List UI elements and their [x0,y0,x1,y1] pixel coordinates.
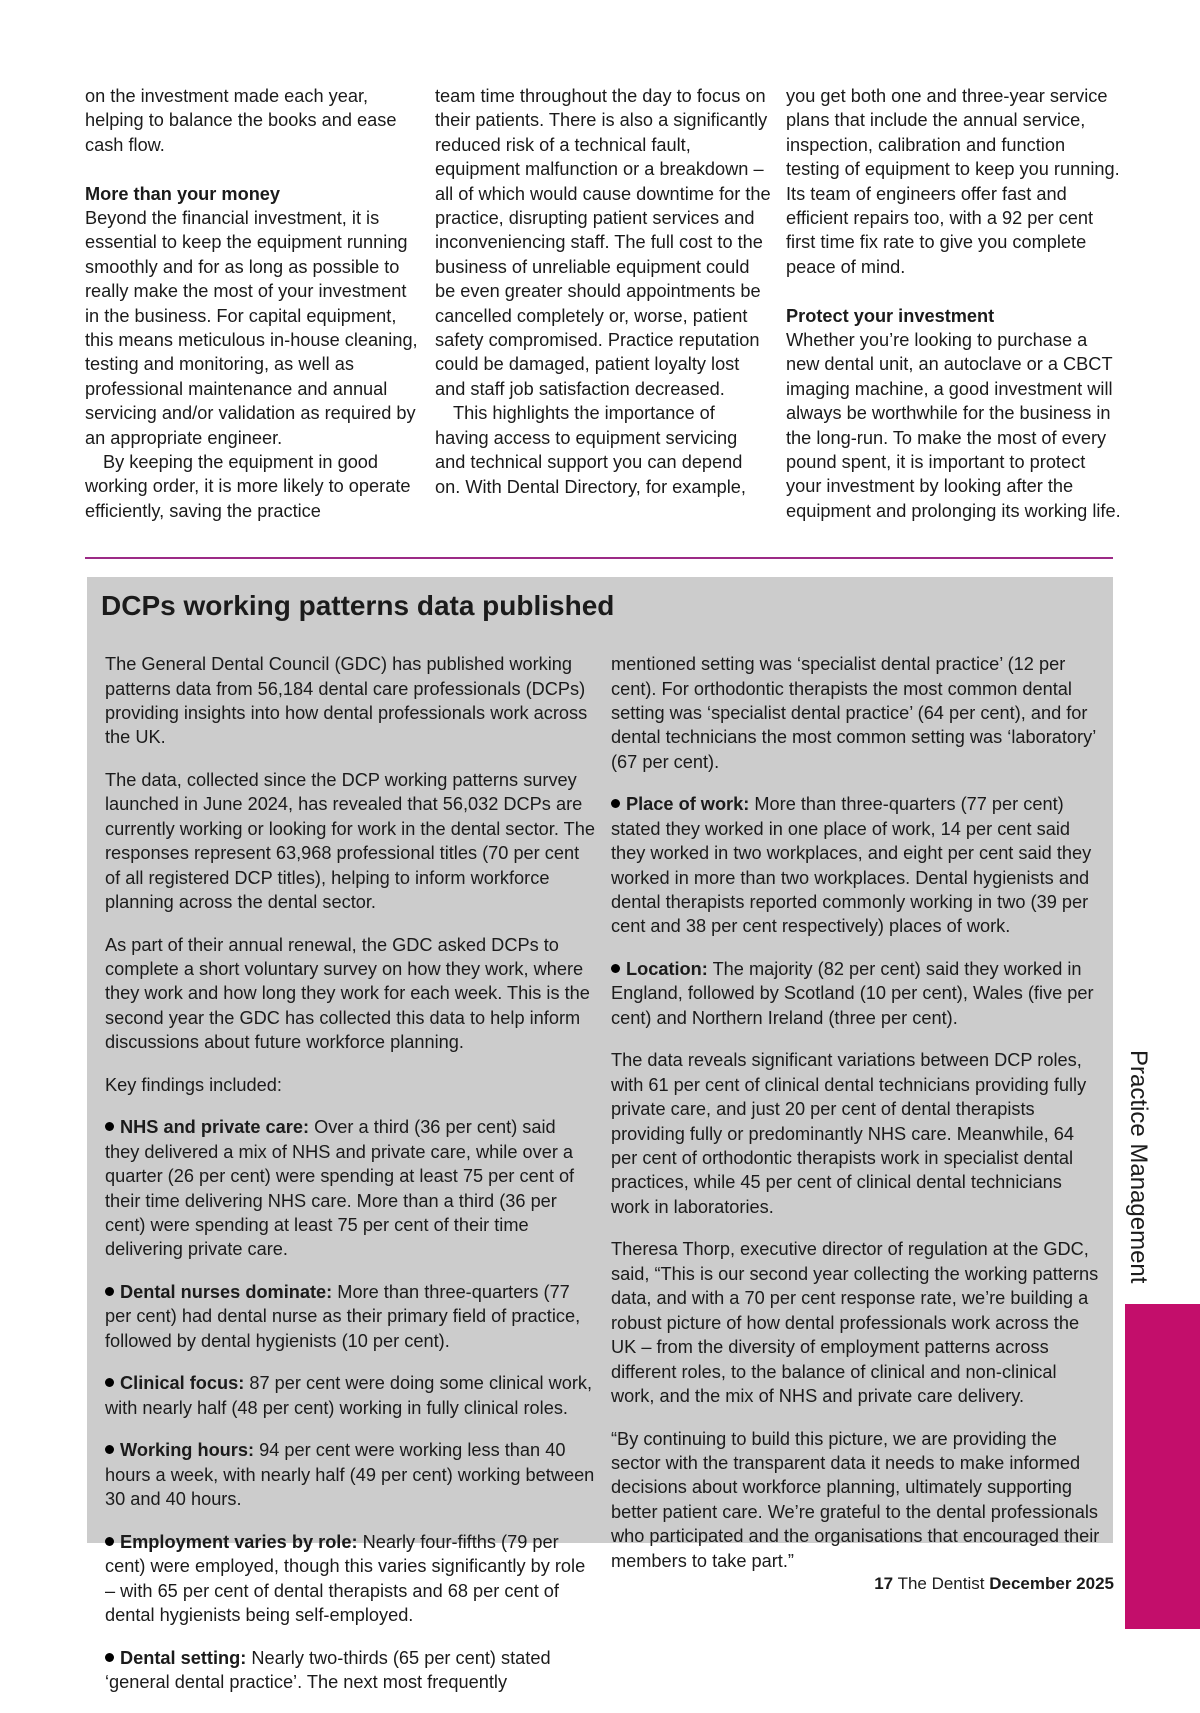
section-label: Practice Management [1125,1050,1152,1284]
bullet-label: Dental nurses dominate: [120,1282,333,1303]
article-paragraph: This highlights the importance of having access to equipment servicing and technical support you can depend on. With Dental Directory, for example, [435,403,746,497]
bullet-item [105,1371,595,1420]
bullet-icon [105,1378,114,1387]
box-paragraph: Theresa Thorp, executive director of regulation at the GDC, said, “This is our second year collecting the working patterns data, and with a 70 per cent response rate, we’re building a robust picture of how dental professionals work across the UK – from the diversity of employment patterns across different roles, to the balance of clinical and non-clinical work, and the mix of NHS and private care delivery. [611,1239,1099,1406]
bullet-item [611,792,1101,938]
bullet-icon [105,1653,114,1662]
bullet-label: Employment varies by role: [120,1531,358,1552]
box-paragraph: As part of their annual renewal, the GDC asked DCPs to complete a short voluntary survey on how they work, where they work and how long they work for each week. This is the second year the GDC has collected this data to help inform discussions about future workforce planning. [105,934,590,1053]
box-paragraph: The data reveals significant variations between DCP roles, with 61 per cent of clinical dental technicians providing fully private care, and just 20 per cent of dental therapists providing fully or predominantly NHS care. Meanwhile, 64 per cent of orthodontic therapists work in specialist dental practices, while 45 per cent of clinical dental technicians work in laboratories. [611,1050,1087,1217]
bullet-item [611,957,1101,1030]
bullet-label: Place of work: [626,794,750,815]
bullet-label: Working hours: [120,1440,255,1461]
box-paragraph: “By continuing to build this picture, we are providing the sector with the transparent data it needs to make informed decisions about workforce planning, ultimately supporting better patient care. We’re grateful to the dental professionals who participated and the organisations that encouraged their members to take part.” [611,1428,1100,1571]
bullet-text: Nearly four-fifths (79 per cent) were employed, though this varies significantly by role – with 65 per cent of dental therapists and 68 per cent of dental hygienists being self-employed. [105,1531,586,1626]
box-paragraph: mentioned setting was ‘specialist dental practice’ (12 per cent). For orthodontic therapists the most common dental setting was ‘specialist dental practice’ (64 per cent), and for dental technicians the most common setting was ‘laboratory’ (67 per cent). [611,654,1096,772]
bullet-label: NHS and private care: [120,1117,310,1138]
bullet-text: 94 per cent were working less than 40 hours a week, with nearly half (49 per cent) working between 30 and 40 hours. [105,1440,595,1510]
article-paragraph: By keeping the equipment in good working order, it is more likely to operate efficiently, saving the practice [85,452,411,521]
divider-rule [85,557,1113,559]
section-heading: More than your money [85,183,281,204]
page-number: 17 [874,1574,894,1593]
bullet-icon [105,1445,114,1454]
news-box-title: DCPs working patterns data published [101,590,615,621]
article-paragraph: Beyond the financial investment, it is essential to keep the equipment running smoothly and for as long as possible to really make the most of your investment in the business. For capital equipment, this means meticulous in-house cleaning, testing and monitoring, as well as professional maintenance and annual servicing and/or validation as required by an appropriate engineer. [85,208,418,448]
bullet-item [105,1115,595,1261]
bullet-icon [105,1287,114,1296]
section-heading: Protect your investment [786,305,995,326]
issue-date: December 2025 [989,1574,1114,1593]
bullet-icon [611,799,620,808]
news-box-column-1 [105,634,595,1713]
section-tab [1125,1304,1200,1629]
article-paragraph: on the investment made each year, helping to balance the books and ease cash flow. [85,86,397,155]
bullet-label: Location: [626,959,708,980]
box-paragraph: Key findings included: [105,1074,282,1095]
bullet-item [105,1530,595,1628]
box-paragraph: The data, collected since the DCP working patterns survey launched in June 2024, has revealed that 56,032 DCPs are currently working or looking for work in the dental sector. The responses represent 63,968 professional titles (70 per cent of all registered DCP titles), helping to inform workforce planning across the dental sector. [105,770,595,913]
bullet-item [105,1438,595,1511]
bullet-text: More than three-quarters (77 per cent) had dental nurse as their primary field of practice, followed by dental hygienists (10 per cent). [105,1282,581,1351]
bullet-icon [105,1537,114,1546]
article-column-2 [435,84,771,499]
page-footer [874,1573,1114,1595]
news-box-column-2 [611,634,1101,1591]
bullet-label: Dental setting: [120,1647,247,1668]
bullet-text: The majority (82 per cent) said they worked in England, followed by Scotland (10 per cent), Wales (five per cent) and Northern Ireland (three per cent). [611,959,1094,1028]
bullet-icon [105,1122,114,1131]
box-paragraph: The General Dental Council (GDC) has published working patterns data from 56,184 dental care professionals (DCPs) providing insights into how dental professionals work across the UK. [105,654,588,748]
bullet-text: Over a third (36 per cent) said they delivered a mix of NHS and private care, while over a quarter (26 per cent) were spending at least 75 per cent of their time delivering NHS care. More than a third (36 per cent) were spending at least 75 per cent of their time delivering private care. [105,1117,575,1260]
article-paragraph: Whether you’re looking to purchase a new dental unit, an autoclave or a CBCT imaging machine, a good investment will always be worthwhile for the business in the long-run. To make the most of every pound spent, it is important to protect your investment by looking after the equipment and prolonging its working life. [786,330,1121,521]
bullet-text: 87 per cent were doing some clinical work, with nearly half (48 per cent) working in fully clinical roles. [105,1373,593,1418]
article-paragraph: team time throughout the day to focus on their patients. There is also a significantly reduced risk of a technical fault, equipment malfunction or a breakdown – all of which would cause downtime for the practice, disrupting patient services and inconveniencing staff. The full cost to the business of unreliable equipment could be even greater should appointments be cancelled completely or, worse, patient safety compromised. Practice reputation could be damaged, patient loyalty lost and staff job satisfaction decreased. [435,86,771,399]
bullet-text: More than three-quarters (77 per cent) stated they worked in one place of work, 14 per cent said they worked in two workplaces, and eight per cent said they worked in more than two workplaces. Dental hygienists and dental therapists reported commonly working in two (39 per cent and 38 per cent respectively) places of work. [611,794,1092,937]
bullet-label: Clinical focus: [120,1373,245,1394]
publication-name: The Dentist [897,1574,985,1593]
bullet-item [105,1646,595,1695]
article-column-3 [786,84,1122,523]
bullet-icon [611,964,620,973]
bullet-text: Nearly two-thirds (65 per cent) stated ‘general dental practice’. The next most frequently [105,1647,551,1693]
article-paragraph: you get both one and three-year service plans that include the annual service, inspection, calibration and function testing of equipment to keep you running. Its team of engineers offer fast and efficient repairs too, with a 92 per cent first time fix rate to give you complete peace of mind. [786,86,1120,277]
article-column-1 [85,84,421,523]
bullet-item [105,1280,595,1353]
